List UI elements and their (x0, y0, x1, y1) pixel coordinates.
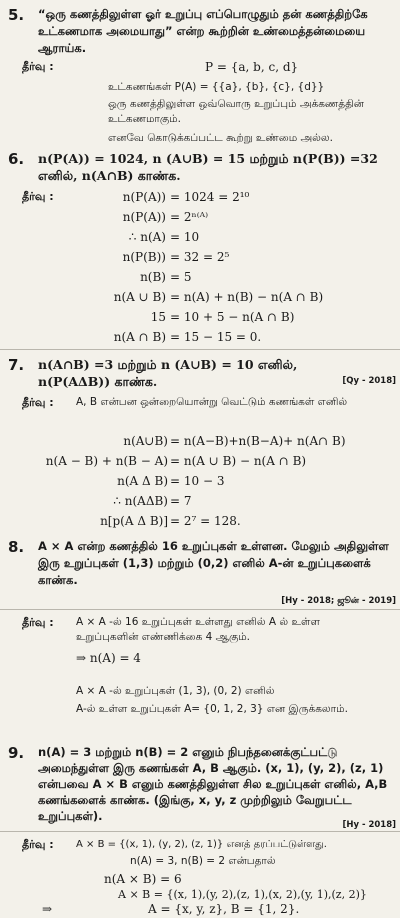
question-text: A × A என்ற கணத்தில் 16 உறுப்புகள் உள்ளன. மேலும் அதிலுள்ள இரு உறுப்புகள் (1,3) மற்றும் (0,2) எனில் A-ன் உறுப்புகளைக் காண்க. (38, 539, 389, 587)
exam-tag: [Qy - 2018] (342, 376, 396, 386)
intro-text: A, B என்பன ஒன்றையொன்று வெட்டும் கணங்கள் எனில் (76, 396, 348, 408)
exam-tag: [Hy - 2018] (342, 820, 396, 830)
question-text: n(P(A)) = 1024, n (A∪B) = 15 மற்றும் n(P(B)) =32 எனில், n(A∩B) காண்க. (38, 151, 378, 183)
question-text: n(A) = 3 மற்றும் n(B) = 2 எனும் நிபந்தனைக்குட்பட்டு அமைந்துள்ள இரு கணங்கள் A, B ஆகும். (x, 1), (y, 2), (z, 1) என்பவை A × B எனும் கணத்திலுள்ள சில உறுப்புகள் எனில், A,B கணங்களைக் காண்க. (இங்கு, x, y, z முற்றிலும் வேறுபட்ட உறுப்புகள்). (38, 745, 388, 823)
solution-label: தீர்வு : (22, 838, 54, 851)
conclusion: எனவே கொடுக்கப்பட்ட கூற்று உண்மை அல்ல. (108, 132, 333, 144)
question-number: 7. (8, 356, 25, 374)
solution-label: தீர்வு : (22, 396, 54, 409)
since-line: n(A) = 3, n(B) = 2 என்பதால் (130, 855, 276, 867)
given-line: A × B = {(x, 1), (y, 2), (z, 1)} எனத் தரப்பட்டுள்ளது. (76, 839, 327, 850)
solution-text: A × A -ல் 16 உறுப்புகள் உள்ளது எனில் A ல் உள்ள உறுப்புகளின் எண்ணிக்கை 4 ஆகும். (76, 616, 320, 643)
question-number: 8. (8, 538, 25, 556)
divider (0, 349, 400, 350)
question-number: 9. (8, 744, 25, 762)
solution-label: தீர்வு : (22, 60, 54, 73)
subsets-line: உட்கணங்கள் P(A) = {{a}, {b}, {c}, {d}} (108, 81, 325, 93)
solution-label: தீர்வு : (22, 190, 54, 203)
solution-text: A-ல் உள்ள உறுப்புகள் A= {0, 1, 2, 3} என இருக்கலாம். (76, 703, 348, 715)
textbook-page: 5. “ஒரு கணத்திலுள்ள ஓர் உறுப்பு எப்பொழுதும் தன் கணத்திற்கே உட்கணமாக அமையாது” என்ற கூற்றின் உண்மைத்தன்மையை ஆராய்க. தீர்வு : P = {a, b, c, d} உட்கணங்கள் P(A) = {{a}, {b}, {c}, {d}} ஒரு கணத்திலுள்ள ஒவ்வொரு உறுப்பும் அக்கணத்தின் உட்கணமாகும். எனவே கொடுக்கப்பட்ட கூற்று உண்மை அல்ல. 6. n(P(A)) = 1024, n (A∪B) = 15 மற்றும் n(P(B)) =32 எனில், n(A∩B) காண்க. தீர்வு : n(P(A)) = 1024 = 2¹⁰ n(P(A)) = 2ⁿ⁽ᴬ⁾ ∴ n(A) = 10 n(P(B)) = 32 = 2⁵ n(B) = 5 n(A ∪ B) = n(A) + n(B) − n(A ∩ B) 15 = 10 + 5 − n(A ∩ B) n(A ∩ B) = 15 − 15 = 0. 7. n(A∩B) =3 மற்றும் n (A∪B) = 10 எனில், n(P(AΔB)) காண்க. [Qy - 2018] தீர்வு : A, B என்பன ஒன்றையொன்று வெட்டும் கணங்கள் எனில் n(A∪B) = n(A−B)+n(B−A)+ n(A∩ B) n(A − B) + n(B − A) = n(A ∪ B) − n(A ∩ B) n(A Δ B) = 10 − 3 ∴ n(AΔB) = 7 n[p(A Δ B)] = 2⁷ = 128. 8. A × A என்ற கணத்தில் 16 உறுப்புகள் உள்ளன. மேலும் அதிலுள்ள இரு உறுப்புகள் (1,3) மற்றும் (0,2) எனில் A-ன் உறுப்புகளைக் காண்க. [Hy - 2018; ஜூன் - 2019] தீர்வு : A × A -ல் 16 உறுப்புகள் உள்ளது எனில் A ல் உள்ள உறுப்புகளின் எண்ணிக்கை 4 ஆகும். ⇒ n(A) = 4 A × A -ல் உறுப்புகள் (1, 3), (0, 2) எனில் A-ல் உள்ள உறுப்புகள் A= {0, 1, 2, 3} என இருக்கலாம். 9. n(A) = 3 மற்றும் n(B) = 2 எனும் நிபந்தனைக்குட்பட்டு அமைந்துள்ள இரு கணங்கள் A, B ஆகும். (x, 1), (y, 2), (z, 1) என்பவை A × B எனும் கணத்திலுள்ள சில உறுப்புகள் எனில், A,B கணங்களைக் காண்க. (இங்கு, x, y, z முற்றிலும் வேறுபட்ட உறுப்புகள்). [Hy - 2018] தீர்வு : A × B = {(x, 1), (y, 2), (z, 1)} எனத் தரப்பட்டுள்ளது. n(A) = 3, n(B) = 2 என்பதால் n(A × B) = 6 A × B = {(x, 1),(y, 2),(z, 1),(x, 2),(y, 1),(z, 2)} ⇒ A = {x, y, z}, B = {1, 2}. (0, 0, 400, 918)
divider (0, 609, 400, 610)
question-text: n(A∩B) =3 மற்றும் n (A∪B) = 10 எனில், n(P(AΔB)) காண்க. (38, 357, 298, 389)
question-number: 5. (8, 6, 25, 24)
equation-line: A × B = {(x, 1),(y, 2),(z, 1),(x, 2),(y, 1),(z, 2)} (118, 888, 367, 901)
count-result: ⇒ n(A) = 4 (76, 651, 141, 665)
solution-label: தீர்வு : (22, 616, 54, 629)
implies-arrow: ⇒ (42, 902, 53, 916)
solution-text: A × A -ல் உறுப்புகள் (1, 3), (0, 2) எனில் (76, 685, 275, 697)
question-text: “ஒரு கணத்திலுள்ள ஓர் உறுப்பு எப்பொழுதும் தன் கணத்திற்கே உட்கணமாக அமையாது” என்ற கூற்றின் உண்மைத்தன்மையை ஆராய்க. (38, 7, 368, 55)
divider (0, 831, 400, 832)
question-number: 6. (8, 150, 25, 168)
equation-line: A = {x, y, z}, B = {1, 2}. (148, 902, 300, 916)
set-definition: P = {a, b, c, d} (205, 60, 299, 74)
exam-tag: [Hy - 2018; ஜூன் - 2019] (281, 596, 396, 606)
equation-line: n(A × B) = 6 (104, 872, 182, 886)
explanation: ஒரு கணத்திலுள்ள ஒவ்வொரு உறுப்பும் அக்கணத்தின் உட்கணமாகும். (108, 98, 364, 125)
